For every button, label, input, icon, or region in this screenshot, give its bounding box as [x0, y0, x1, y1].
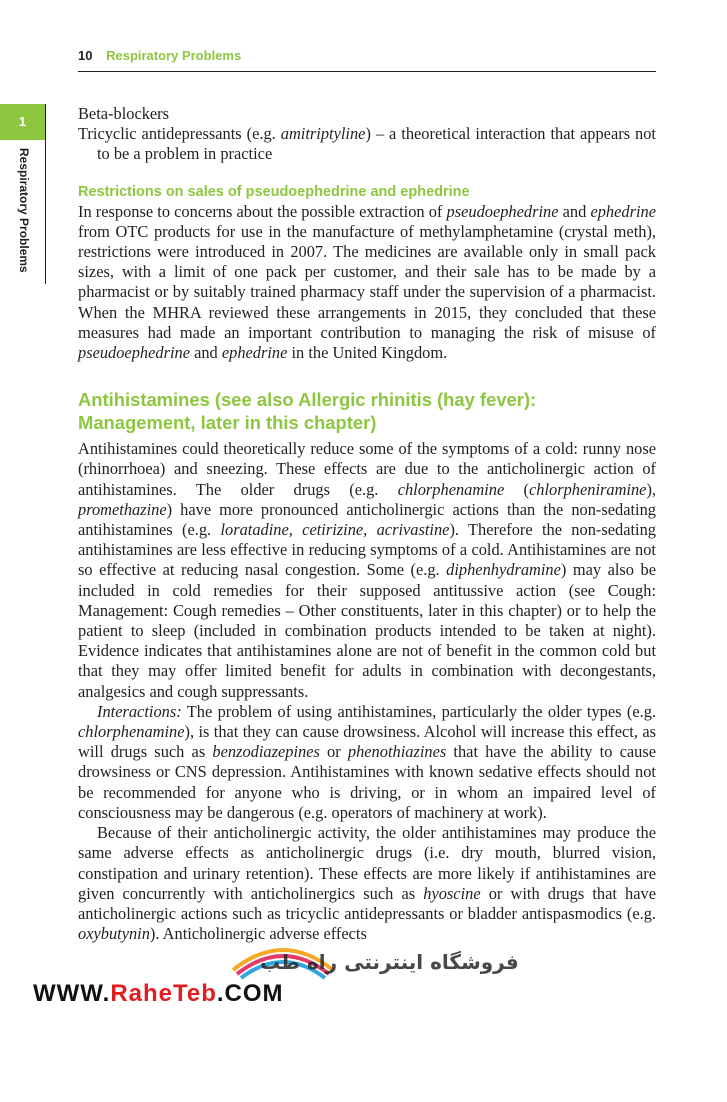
- paragraph: In response to concerns about the possible extraction of pseudoephedrine and ephedrine from OTC products for use in the manufacture of methylamphetamine (crystal meth), restrictions were introduced in 2007. The medicines are available only in small pack sizes, with a limit of one pack per customer, and their sale has to be made by a pharmacist or by suitably trained pharmacy staff under the supervision of a pharmacist. When the MHRA reviewed these arrangements in 2015, they concluded that these measures had made an important contribution to managing the risk of misuse of pseudoephedrine and ephedrine in the United Kingdom.: [78, 201, 656, 363]
- section-heading-antihistamines: Antihistamines (see also Allergic rhinitis (hay fever): Management, later in this chapter): [78, 389, 537, 433]
- paragraph: Interactions: The problem of using antihistamines, particularly the older types (e.g. chlorphenamine), is that they can cause drowsiness. Alcohol will increase this effect, as will drugs such as benzodiazepines or phenothiazines that have the ability to cause drowsiness or CNS depression. Antihistamines with known sedative effects should not be recommended for anyone who is driving, or in whom an impaired level of consciousness may be dangerous (e.g. operators of machinery at work).: [78, 701, 656, 822]
- chapter-tab: 1: [0, 104, 45, 140]
- chapter-side-label: Respiratory Problems: [17, 148, 31, 273]
- running-title: Respiratory Problems: [106, 48, 242, 63]
- list-item: Tricyclic antidepressants (e.g. amitriptyline) – a theoretical interaction that appears not to be a problem in practice: [78, 124, 656, 164]
- chapter-tab-rule: [45, 104, 46, 284]
- section-heading-restrictions: Restrictions on sales of pseudoephedrine and ephedrine: [78, 183, 470, 200]
- list-item: Beta-blockers: [78, 104, 170, 123]
- page-body: [78, 104, 656, 944]
- watermark-persian: فروشگاه اینترنتی راه طب: [260, 950, 519, 974]
- watermark-url: WWW.RaheTeb.COM: [33, 980, 284, 1007]
- page-number: 10: [78, 48, 93, 63]
- header-rule: [78, 71, 656, 72]
- paragraph: Antihistamines could theoretically reduce some of the symptoms of a cold: runny nose (rhinorrhoea) and sneezing. These effects are due to the anticholinergic action of antihistamines. The older drugs (e.g. chlorphenamine (chlorpheniramine), promethazine) have more pronounced anticholinergic actions than the non-sedating antihistamines (e.g. loratadine, cetirizine, acrivastine). Therefore the non-sedating antihistamines are less effective in reducing symptoms of a cold. Antihistamines are not so effective at reducing nasal congestion. Some (e.g. diphenhydramine) may also be included in cold remedies for their supposed antitussive action (see Cough: Management: Cough remedies – Other constituents, later in this chapter) or to help the patient to sleep (included in combination products intended to be taken at night). Evidence indicates that antihistamines alone are not of benefit in the common cold but that they may offer limited benefit for adults in combination with decongestants, analgesics and cough suppressants.: [78, 439, 656, 701]
- paragraph: Because of their anticholinergic activity, the older antihistamines may produce the same adverse effects as anticholinergic drugs (i.e. dry mouth, blurred vision, constipation and urinary retention). These effects are more likely if antihistamines are given concurrently with anticholinergics such as hyoscine or with drugs that have anticholinergic actions such as tricyclic antidepressants or bladder antispasmodics (e.g. oxybutynin). Anticholinergic adverse effects: [78, 823, 656, 944]
- page-header: [78, 47, 656, 69]
